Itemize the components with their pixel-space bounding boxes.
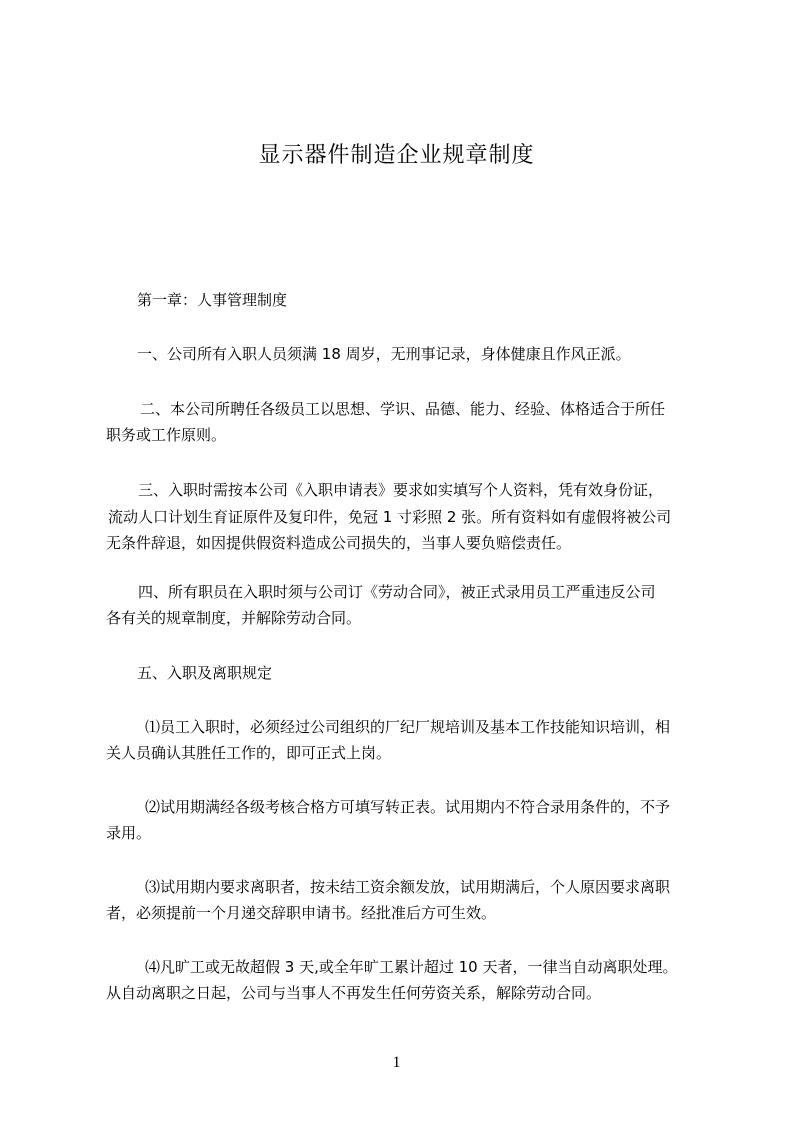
item-3-line-1: 三、入职时需按本公司《入职申请表》要求如实填写个人资料，凭有效身份证， [138,481,664,499]
item-3-line-3: 无条件辞退，如因提供假资料造成公司损失的，当事人要负赔偿责任。 [106,534,572,552]
item-2-line-1: 二、本公司所聘任各级员工以思想、学识、品德、能力、经验、体格适合于所任 [140,400,666,418]
sub-item-4-line-1: ⑷凡旷工或无故超假 3 天,或全年旷工累计超过 10 天者，一律当自动离职处理。 [145,958,678,976]
sub-item-2-line-1: ⑵试用期满经各级考核合格方可填写转正表。试用期内不符合录用条件的，不予 [145,798,671,816]
page-number: 1 [392,1054,401,1071]
item-1: 一、公司所有入职人员须满 18 周岁，无刑事记录，身体健康且作风正派。 [137,345,631,363]
chapter-heading: 第一章：人事管理制度 [137,291,288,309]
sub-item-1-line-2: 关人员确认其胜任工作的，即可正式上岗。 [106,744,392,762]
item-4-line-1: 四、所有职员在入职时须与公司订《劳动合同》，被正式录用员工严重违反公司 [138,583,656,601]
document-title: 显示器件制造企业规章制度 [258,143,535,168]
sub-item-3-line-1: ⑶试用期内要求离职者，按未结工资余额发放，试用期满后，个人原因要求离职 [145,878,671,896]
sub-item-1-line-1: ⑴员工入职时，必须经过公司组织的厂纪厂规培训及基本工作技能知识培训，相 [145,718,671,736]
sub-item-4-line-2: 从自动离职之日起，公司与当事人不再发生任何劳资关系，解除劳动合同。 [106,984,602,1002]
item-4-line-2: 各有关的规章制度，并解除劳动合同。 [106,609,362,627]
sub-item-2-line-2: 录用。 [106,824,152,842]
item-2-line-2: 职务或工作原则。 [106,426,227,444]
item-5-heading: 五、入职及离职规定 [137,664,273,682]
sub-item-3-line-2: 者，必须提前一个月递交辞职申请书。经批准后方可生效。 [106,904,497,922]
item-3-line-2: 流动人口计划生育证原件及复印件，免冠 1 寸彩照 2 张。所有资料如有虚假将被公司 [108,508,672,526]
